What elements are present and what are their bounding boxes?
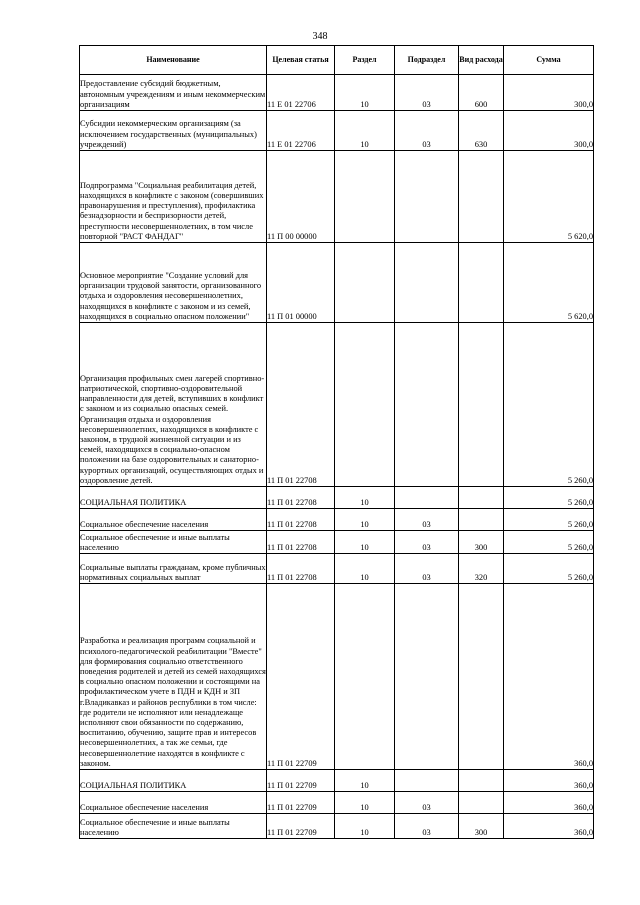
table-row (80, 323, 594, 487)
row-expense-type (459, 151, 504, 243)
row-name (80, 584, 267, 770)
row-target: 11 П 01 22709 (267, 814, 335, 839)
row-subsection: 03 (395, 509, 459, 531)
table-row (80, 75, 594, 111)
row-section: 10 (335, 75, 395, 111)
table-row (80, 487, 594, 509)
row-target: 11 П 01 22709 (267, 792, 335, 814)
row-subsection: 03 (395, 75, 459, 111)
table-header-row (80, 46, 594, 75)
table-row (80, 792, 594, 814)
row-name (80, 111, 267, 151)
row-section: 10 (335, 509, 395, 531)
row-name-text: СОЦИАЛЬНАЯ ПОЛИТИКА (80, 497, 187, 507)
row-name-text: Предоставление субсидий бюджетным, автономным учреждениям и иным некоммерческим организациям (80, 79, 266, 109)
row-expense-type: 320 (459, 554, 504, 584)
row-name-text: Социальное обеспечение и иные выплаты населению (80, 817, 230, 837)
row-name-text: Социальные выплаты гражданам, кроме публичных нормативных социальных выплат (80, 562, 266, 582)
row-amount: 300,0 (504, 111, 594, 151)
row-name-text: Социальное обеспечение и иные выплаты населению (80, 532, 230, 552)
row-name (80, 770, 267, 792)
row-target: 11 П 01 22708 (267, 531, 335, 554)
row-name (80, 243, 267, 323)
row-amount: 360,0 (504, 770, 594, 792)
row-target: 11 П 01 00000 (267, 243, 335, 323)
row-target: 11 П 01 22708 (267, 323, 335, 487)
header-subsection: Подраздел (395, 46, 459, 75)
table-row (80, 814, 594, 839)
row-section: 10 (335, 531, 395, 554)
row-amount: 360,0 (504, 792, 594, 814)
row-expense-type (459, 323, 504, 487)
row-subsection (395, 323, 459, 487)
row-section: 10 (335, 814, 395, 839)
row-name-text: Подпрограмма "Социальная реабилитация детей, находящихся в конфликте с законом (совершивших правонарушения и преступления), профилактика безнадзорности и беспризорности детей, преступности несовершеннолетних, в том числе повторной "РАСТ ФАНДАГ" (80, 180, 264, 241)
row-subsection: 03 (395, 554, 459, 584)
row-amount: 5 260,0 (504, 487, 594, 509)
row-amount: 5 260,0 (504, 554, 594, 584)
row-target: 11 Е 01 22706 (267, 75, 335, 111)
row-expense-type (459, 792, 504, 814)
row-expense-type: 300 (459, 814, 504, 839)
row-name-text: Социальное обеспечение населения (80, 519, 209, 529)
row-target: 11 П 01 22709 (267, 770, 335, 792)
header-target: Целевая статья (267, 46, 335, 75)
row-expense-type: 630 (459, 111, 504, 151)
row-amount: 5 260,0 (504, 531, 594, 554)
row-target: 11 П 01 22709 (267, 584, 335, 770)
row-name-text: Организация профильных смен лагерей спортивно-патриотической, спортивно-оздоровительной направленности для детей, вступивших в конфликт с законом и из социально опасных семей. Организация отдыха и оздоровления несовершеннолетних, находящихся в конфликте с законом, в трудной жизненной ситуации и из семей, находящихся в социально-опасном положении на базе оздоровительных и санаторно-курортных организаций, осуществляющих отдых и оздоровление детей. (80, 373, 265, 485)
table-row (80, 243, 594, 323)
row-target: 11 Е 01 22706 (267, 111, 335, 151)
row-section: 10 (335, 770, 395, 792)
table-row (80, 531, 594, 554)
table-row (80, 111, 594, 151)
row-section: 10 (335, 792, 395, 814)
row-section (335, 151, 395, 243)
row-section: 10 (335, 111, 395, 151)
row-target: 11 П 01 22708 (267, 554, 335, 584)
row-name (80, 75, 267, 111)
header-expense-type: Вид расхода (459, 46, 504, 75)
row-name-text: СОЦИАЛЬНАЯ ПОЛИТИКА (80, 780, 187, 790)
row-name (80, 792, 267, 814)
row-amount: 5 260,0 (504, 323, 594, 487)
row-name (80, 509, 267, 531)
row-name (80, 323, 267, 487)
table-row (80, 509, 594, 531)
row-section (335, 323, 395, 487)
row-subsection (395, 151, 459, 243)
row-amount: 5 620,0 (504, 243, 594, 323)
table-row (80, 584, 594, 770)
row-expense-type (459, 243, 504, 323)
row-subsection (395, 584, 459, 770)
row-section: 10 (335, 487, 395, 509)
table-row (80, 554, 594, 584)
table-row (80, 770, 594, 792)
table-row (80, 151, 594, 243)
row-section (335, 584, 395, 770)
row-amount: 5 620,0 (504, 151, 594, 243)
budget-table (79, 45, 594, 839)
row-amount: 5 260,0 (504, 509, 594, 531)
row-subsection (395, 487, 459, 509)
row-expense-type (459, 584, 504, 770)
row-target: 11 П 00 00000 (267, 151, 335, 243)
row-subsection: 03 (395, 111, 459, 151)
row-name (80, 554, 267, 584)
row-name-text: Субсидии некоммерческим организациям (за исключением государственных (муниципальных) учреждений) (80, 119, 257, 149)
row-expense-type: 300 (459, 531, 504, 554)
row-expense-type (459, 770, 504, 792)
row-amount: 360,0 (504, 584, 594, 770)
row-subsection (395, 243, 459, 323)
row-subsection (395, 770, 459, 792)
header-name: Наименование (80, 46, 267, 75)
row-name (80, 487, 267, 509)
page-number: 348 (312, 31, 328, 42)
header-section: Раздел (335, 46, 395, 75)
row-name-text: Разработка и реализация программ социальной и психолого-педагогической реабилитации "Вместе" для формирования социально ответственного поведения родителей и детей из семей находящихся в социально опасном положении и состоящими на профилактическом учете в ПДН и КДН и ЗП г.Владикавказ и районов республики в том числе: где родители не исполняют или ненадлежаще исполняют свои обязанности по содержанию, воспитанию, обучению, защите прав и интересов несовершеннолетних, а так же семьи, где несовершеннолетние находятся в конфликте с законом. (80, 636, 266, 768)
header-amount: Сумма (504, 46, 594, 75)
row-name (80, 151, 267, 243)
row-amount: 300,0 (504, 75, 594, 111)
row-section (335, 243, 395, 323)
row-name-text: Основное мероприятие "Создание условий для организации трудовой занятости, организованного отдыха и оздоровления несовершеннолетних, находящихся в конфликте с законом и из семей, находящихся в социально опасном положении" (80, 270, 262, 321)
row-expense-type: 600 (459, 75, 504, 111)
row-subsection: 03 (395, 814, 459, 839)
row-name (80, 814, 267, 839)
row-target: 11 П 01 22708 (267, 487, 335, 509)
row-expense-type (459, 509, 504, 531)
row-expense-type (459, 487, 504, 509)
row-name-text: Социальное обеспечение населения (80, 802, 209, 812)
row-amount: 360,0 (504, 814, 594, 839)
row-name (80, 531, 267, 554)
row-subsection: 03 (395, 531, 459, 554)
row-section: 10 (335, 554, 395, 584)
row-target: 11 П 01 22708 (267, 509, 335, 531)
row-subsection: 03 (395, 792, 459, 814)
